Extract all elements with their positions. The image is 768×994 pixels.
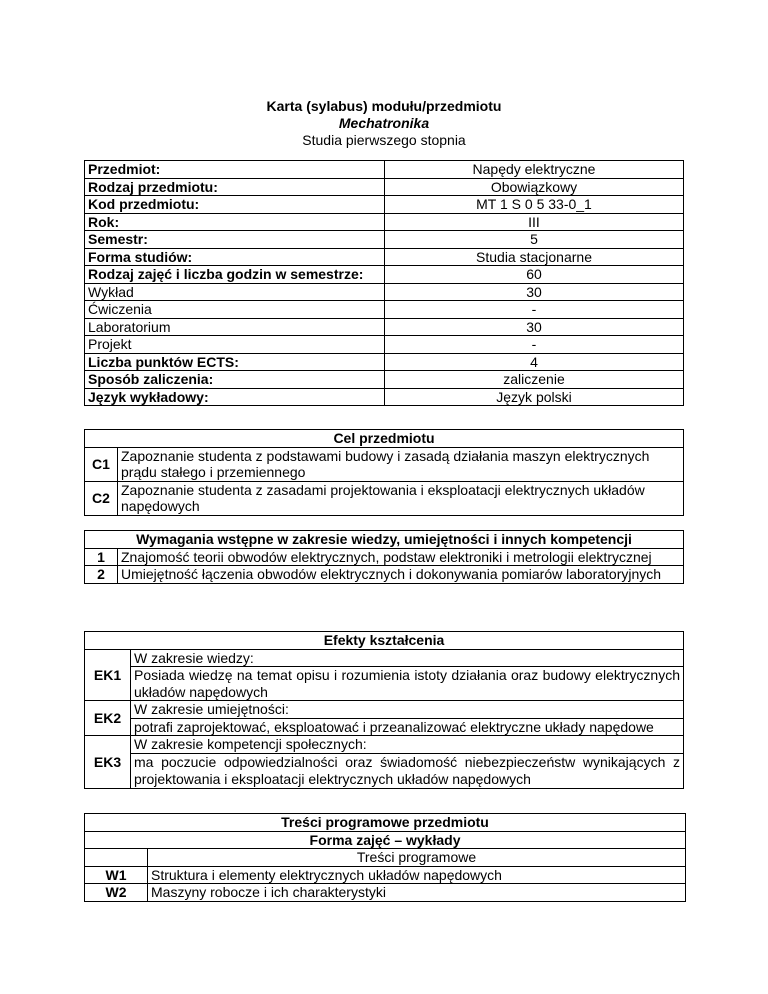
info-label: Rodzaj przedmiotu: [85, 178, 385, 196]
info-value: 30 [385, 318, 684, 336]
info-row [85, 301, 684, 319]
objectives-title: Cel przedmiotu [85, 430, 684, 448]
info-label: Język wykładowy: [85, 388, 385, 406]
prerequisite-number: 2 [85, 566, 118, 584]
prerequisite-text: Umiejętność łączenia obwodów elektrycznych i dokonywania pomiarów laboratoryjnych [118, 566, 684, 584]
info-row [85, 231, 684, 249]
outcome-code: EK3 [85, 736, 131, 789]
info-value: zaliczenie [385, 371, 684, 389]
objective-text: Zapoznanie studenta z podstawami budowy i zasadą działania maszyn elektrycznych prądu stałego i przemiennego [118, 447, 684, 481]
study-level: Studia pierwszego stopnia [302, 132, 466, 148]
course-info-table [84, 160, 684, 406]
table-row [85, 866, 686, 884]
info-row [85, 371, 684, 389]
info-value: 5 [385, 231, 684, 249]
lecture-topic: Maszyny robocze i ich charakterystyki [148, 884, 686, 902]
lecture-topic: Struktura i elementy elektrycznych układów napędowych [148, 866, 686, 884]
program-content-title: Treści programowe przedmiotu [85, 814, 686, 832]
info-row [85, 161, 684, 179]
table-row [85, 884, 686, 902]
outcome-text: potrafi zaprojektować, eksploatować i przeanalizować elektryczne układy napędowe [131, 718, 684, 736]
document-title: Karta (sylabus) modułu/przedmiotu [266, 98, 502, 114]
info-row [85, 318, 684, 336]
outcome-category: W zakresie wiedzy: [131, 649, 684, 667]
info-label: Wykład [85, 283, 385, 301]
info-row [85, 283, 684, 301]
info-label: Ćwiczenia [85, 301, 385, 319]
outcome-text: Posiada wiedzę na temat opisu i rozumienia istoty działania oraz budowy elektrycznych układów napędowych [131, 667, 684, 701]
learning-outcomes-table [84, 631, 684, 789]
info-label: Sposób zaliczenia: [85, 371, 385, 389]
objective-code: C1 [85, 447, 118, 481]
info-row [85, 248, 684, 266]
prerequisites-title: Wymagania wstępne w zakresie wiedzy, umiejętności i innych kompetencji [85, 531, 684, 549]
info-label: Kod przedmiotu: [85, 196, 385, 214]
outcome-category: W zakresie kompetencji społecznych: [131, 736, 684, 754]
info-value: Obowiązkowy [385, 178, 684, 196]
info-label: Projekt [85, 336, 385, 354]
info-value: - [385, 336, 684, 354]
outcome-category: W zakresie umiejętności: [131, 701, 684, 719]
course-objectives-table [84, 429, 684, 516]
content-column-header: Treści programowe [148, 849, 686, 867]
info-label: Rodzaj zajęć i liczba godzin w semestrze: [85, 266, 385, 284]
info-label: Przedmiot: [85, 161, 385, 179]
info-row [85, 353, 684, 371]
lecture-code: W1 [85, 866, 148, 884]
outcome-text: ma poczucie odpowiedzialności oraz świadomość niebezpieczeństw wynikających z projektowania i eksploatacji elektrycznych układów napędowych [131, 753, 684, 788]
program-name: Mechatronika [338, 115, 430, 131]
learning-outcomes-title: Efekty kształcenia [85, 632, 684, 650]
prerequisite-text: Znajomość teorii obwodów elektrycznych, podstaw elektroniki i metrologii elektrycznej [118, 548, 684, 566]
info-label: Forma studiów: [85, 248, 385, 266]
prerequisite-number: 1 [85, 548, 118, 566]
info-value: - [385, 301, 684, 319]
outcome-code: EK2 [85, 701, 131, 736]
objective-text: Zapoznanie studenta z zasadami projektowania i eksploatacji elektrycznych układów napędowych [118, 481, 684, 515]
objective-row [85, 447, 684, 481]
info-row [85, 178, 684, 196]
info-row [85, 213, 684, 231]
prerequisites-table [84, 530, 684, 584]
blank-cell [85, 849, 148, 867]
info-value: 4 [385, 353, 684, 371]
outcome-code: EK1 [85, 649, 131, 701]
info-value: Napędy elektryczne [385, 161, 684, 179]
objective-code: C2 [85, 481, 118, 515]
info-label: Rok: [85, 213, 385, 231]
class-form: Forma zajęć – wykłady [85, 831, 686, 849]
prerequisite-row [85, 548, 684, 566]
info-row [85, 388, 684, 406]
prerequisite-row [85, 566, 684, 584]
info-value: 30 [385, 283, 684, 301]
info-label: Laboratorium [85, 318, 385, 336]
lecture-code: W2 [85, 884, 148, 902]
info-row [85, 336, 684, 354]
info-label: Semestr: [85, 231, 385, 249]
objective-row [85, 481, 684, 515]
info-row [85, 266, 684, 284]
program-content-table [84, 813, 686, 902]
info-label: Liczba punktów ECTS: [85, 353, 385, 371]
info-value: 60 [385, 266, 684, 284]
info-value: III [385, 213, 684, 231]
info-value: Język polski [385, 388, 684, 406]
info-row [85, 196, 684, 214]
info-value: Studia stacjonarne [385, 248, 684, 266]
info-value: MT 1 S 0 5 33-0_1 [385, 196, 684, 214]
